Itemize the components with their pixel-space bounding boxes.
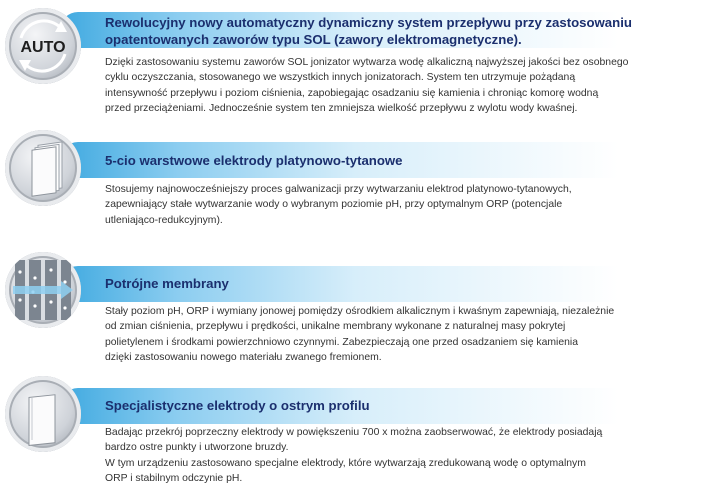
section-body: Stosujemy najnowocześniejszy proces galwanizacji przy wytwarzaniu elektrod platynowo-tytanowych, zapewniający stałe wytwarzanie wody o wybranym poziomie pH, przy optymalnym ORP (potencjale utleniająco-redukcyjnym).	[105, 184, 572, 226]
auto-arrows-icon	[5, 8, 81, 84]
electrode-plates-icon	[5, 130, 81, 206]
section-body: Stały poziom pH, ORP i wymiany jonowej pomiędzy ośrodkiem alkalicznym i kwaśnym zapewniają, niezależnie od zmian ciśnienia, przepływu i prędkości, unikalne membrany wykonane z naturalnej masy pokrytej polietylenem i środkami powierzchniowo czynnymi. Zabezpieczają one przed osadzaniem się kamienia dzięki zastosowaniu nowego materiału zwanego fremionem.	[105, 306, 615, 364]
section-title: Specjalistyczne elektrody o ostrym profilu	[105, 398, 370, 413]
section-body: Dzięki zastosowaniu systemu zaworów SOL jonizator wytwarza wodę alkaliczną najwyższej jakości bez osobnego cyklu oczyszczania, stosowanego we wszystkich innych jonizatorach. System ten utrzymuje pożądaną intensywność przepływu i poziom ciśnienia, zapobiegając osadzaniu się kamienia i chroniąc komorę wodną przed przeciążeniami. Jednocześnie system ten zmniejsza wielkość przepływu z wylotu wody kwaśnej.	[105, 57, 629, 115]
feature-section-electrodes	[0, 130, 717, 242]
membranes-icon	[5, 252, 81, 328]
feature-section-auto-flow	[0, 0, 717, 130]
section-title: 5-cio warstwowe elektrody platynowo-tytanowe	[105, 153, 403, 168]
feature-section-membranes	[0, 242, 717, 370]
section-title: Potrójne membrany	[105, 276, 229, 291]
auto-label: AUTO	[20, 39, 66, 56]
section-title: Rewolucyjny nowy automatyczny dynamiczny system przepływu przy zastosowaniu opatentowanych zaworów typu SOL (zawory elektromagnetyczne).	[105, 15, 632, 47]
section-body: Badając przekrój poprzeczny elektrody w powiększeniu 700 x można zaobserwować, że elektrody posiadają bardzo ostre punkty i utworzone bruzdy. W tym urządzeniu zastosowano specjalne elektrody, które wytwarzają zredukowaną wodę o optymalnym ORP i stabilnym odczynie pH.	[105, 427, 603, 485]
sharp-electrode-icon	[5, 376, 81, 452]
feature-section-sharp-electrodes	[0, 370, 717, 497]
